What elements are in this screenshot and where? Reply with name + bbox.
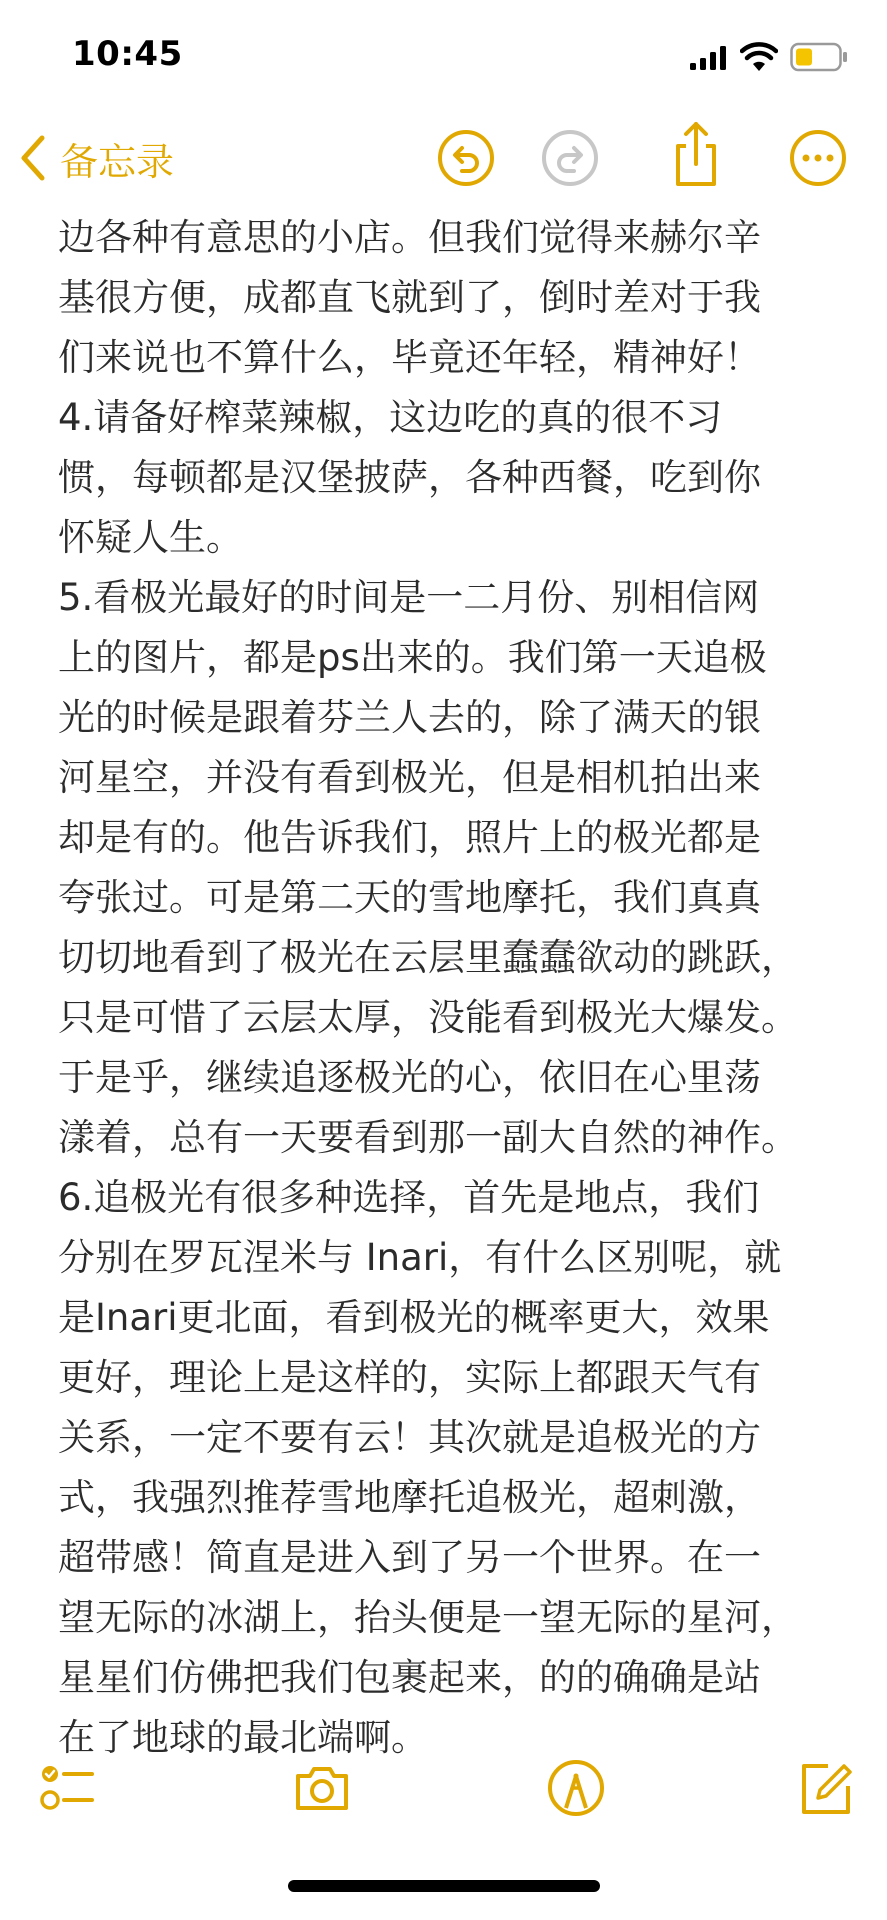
status-bar (0, 0, 887, 110)
checklist-icon[interactable] (38, 1758, 98, 1818)
note-line: 切切地看到了极光在云层里蠢蠢欲动的跳跃， (58, 936, 798, 979)
note-line: 光的时候是跟着芬兰人去的，除了满天的银 (58, 696, 761, 739)
note-line: 却是有的。他告诉我们，照片上的极光都是 (58, 816, 761, 859)
share-icon[interactable] (666, 120, 726, 188)
back-label: 备忘录 (60, 139, 175, 184)
note-line: 关系，一定不要有云！其次就是追极光的方 (58, 1416, 761, 1459)
note-line: 更好，理论上是这样的，实际上都跟天气有 (58, 1356, 761, 1399)
note-line: 4.请备好榨菜辣椒，这边吃的真的很不习 (58, 396, 723, 439)
battery-icon (790, 42, 848, 72)
undo-icon[interactable] (436, 128, 496, 188)
note-line: 基很方便，成都直飞就到了，倒时差对于我 (58, 276, 761, 319)
status-time: 10:45 (72, 34, 183, 74)
note-line: 5.看极光最好的时间是一二月份、别相信网 (58, 576, 760, 619)
markup-icon[interactable] (546, 1758, 606, 1818)
bottom-toolbar (0, 1752, 887, 1842)
note-line: 望无际的冰湖上，抬头便是一望无际的星河， (58, 1596, 798, 1639)
note-line: 是Inari更北面，看到极光的概率更大，效果 (58, 1296, 770, 1339)
back-button[interactable] (18, 128, 174, 188)
note-line: 河星空，并没有看到极光，但是相机拍出来 (58, 756, 761, 799)
redo-icon[interactable] (540, 128, 600, 188)
note-line: 只是可惜了云层太厚，没能看到极光大爆发。 (58, 996, 798, 1039)
wifi-icon (740, 42, 778, 72)
note-line: 分别在罗瓦涅米与 Inari，有什么区别呢，就 (58, 1236, 782, 1279)
note-line: 星星们仿佛把我们包裹起来，的的确确是站 (58, 1656, 761, 1699)
note-line: 式，我强烈推荐雪地摩托追极光，超刺激， (58, 1476, 761, 1519)
note-line: 于是乎，继续追逐极光的心，依旧在心里荡 (58, 1056, 761, 1099)
note-line: 边各种有意思的小店。但我们觉得来赫尔辛 (58, 216, 761, 259)
note-line: 漾着，总有一天要看到那一副大自然的神作。 (58, 1116, 798, 1159)
note-line: 在了地球的最北端啊。 (58, 1716, 428, 1759)
more-icon[interactable] (788, 128, 848, 188)
note-line: 夸张过。可是第二天的雪地摩托，我们真真 (58, 876, 761, 919)
cellular-signal-icon (690, 46, 730, 70)
note-line: 们来说也不算什么，毕竟还年轻，精神好！ (58, 336, 761, 379)
compose-icon[interactable] (796, 1758, 856, 1818)
note-line: 上的图片，都是ps出来的。我们第一天追极 (58, 636, 767, 679)
note-line: 超带感！简直是进入到了另一个世界。在一 (58, 1536, 761, 1579)
note-line: 怀疑人生。 (58, 516, 243, 559)
navigation-bar (0, 118, 887, 198)
note-line: 6.追极光有很多种选择，首先是地点，我们 (58, 1176, 760, 1219)
chevron-left-icon (18, 134, 48, 182)
note-body[interactable] (58, 208, 858, 1768)
home-indicator[interactable] (288, 1880, 600, 1892)
camera-icon[interactable] (292, 1758, 352, 1818)
note-line: 惯，每顿都是汉堡披萨，各种西餐，吃到你 (58, 456, 761, 499)
